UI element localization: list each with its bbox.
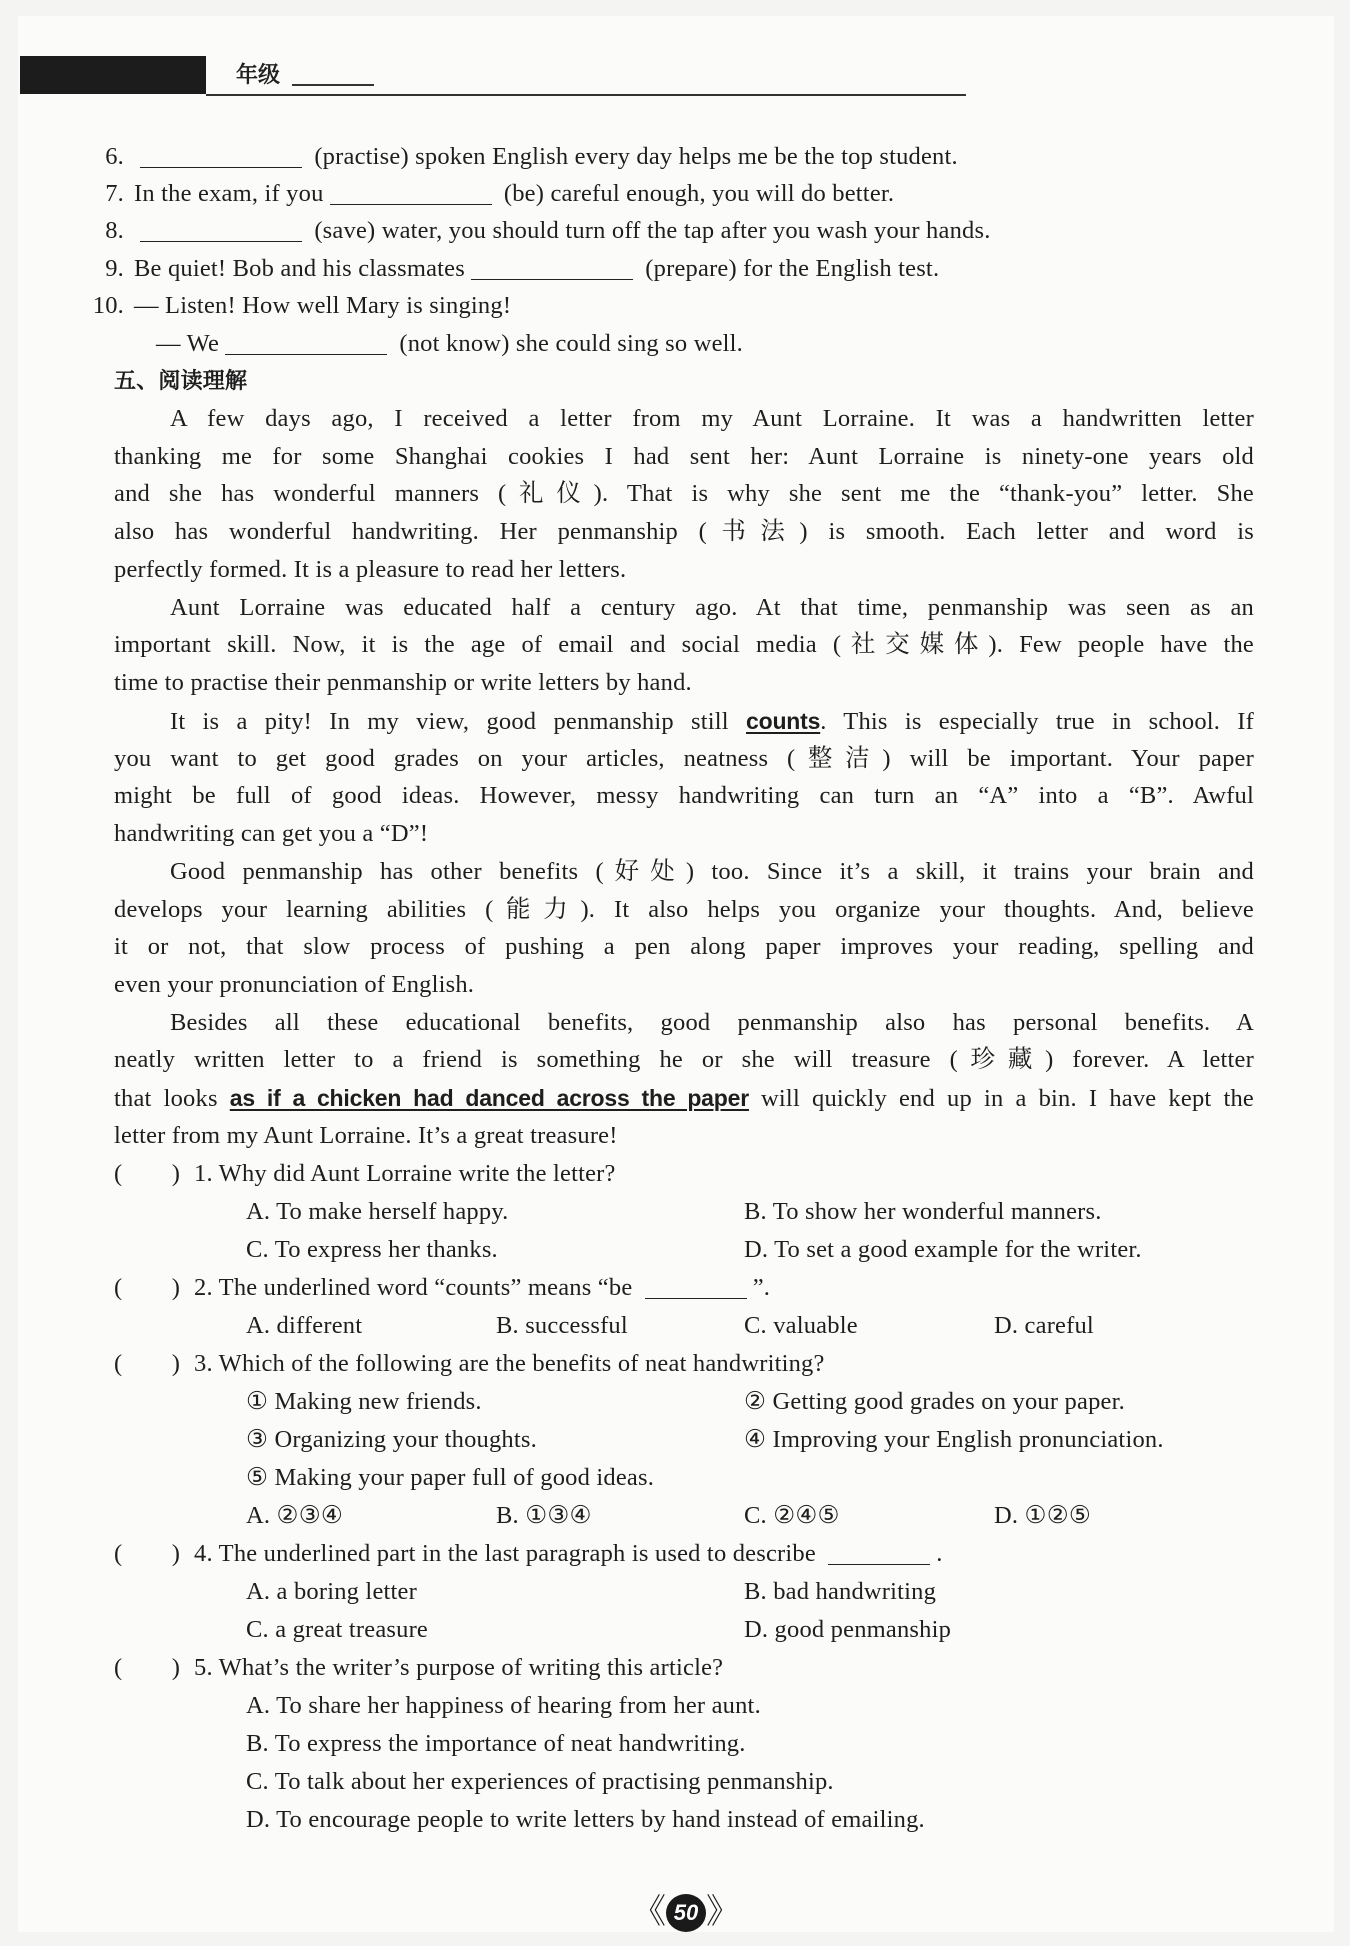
option[interactable]: C. a great treasure (246, 1616, 429, 1643)
question-3: ( ) 3. Which of the following are the benefits of neat handwriting? (114, 1350, 825, 1377)
question-2: ( ) 2. The underlined word “counts” means “be ”. (114, 1274, 771, 1301)
fill-in-item-10: 10. — Listen! How well Mary is singing! (92, 292, 512, 319)
option[interactable]: A. To share her happiness of hearing from her aunt. (246, 1692, 761, 1719)
option[interactable]: B. To show her wonderful manners. (744, 1198, 1102, 1225)
answer-blank[interactable] (225, 330, 387, 355)
section-title: 五、阅读理解 (114, 369, 248, 394)
passage-line: handwriting can get you a “D”! (114, 820, 429, 847)
answer-blank[interactable] (471, 255, 633, 280)
passage-line: time to practise their penmanship or write letters by hand. (114, 669, 692, 696)
question-1: ( ) 1. Why did Aunt Lorraine write the letter? (114, 1160, 616, 1187)
passage-line-phrase: that looks as if a chicken had danced across the paper will quickly end up in a bin. I have kept the (114, 1085, 1254, 1112)
option[interactable]: C. To express her thanks. (246, 1236, 498, 1263)
header-black-bar (20, 56, 206, 94)
passage-line-counts: It is a pity! In my view, good penmanship still counts. This is especially true in school. If (170, 708, 1255, 735)
answer-blank[interactable] (330, 180, 492, 205)
header-rule (206, 94, 966, 96)
option[interactable]: B. To express the importance of neat handwriting. (246, 1730, 746, 1757)
option[interactable]: B. ①③④ (496, 1502, 592, 1529)
answer-paren[interactable]: ( ) (114, 1274, 181, 1301)
passage-line: it or not, that slow process of pushing a pen along paper improves your reading, spelling and (114, 933, 1254, 960)
grade-blank[interactable] (292, 84, 374, 86)
statement-item: ⑤ Making your paper full of good ideas. (246, 1464, 655, 1491)
answer-blank[interactable] (645, 1274, 747, 1299)
question-4: ( ) 4. The underlined part in the last paragraph is used to describe . (114, 1540, 943, 1567)
option[interactable]: D. To set a good example for the writer. (744, 1236, 1142, 1263)
fill-in-item-6: 6. (practise) spoken English every day helps me be the top student. (105, 143, 958, 170)
fill-in-item-9: 9. Be quiet! Bob and his classmates (prepare) for the English test. (105, 255, 940, 282)
passage-line: perfectly formed. It is a pleasure to read her letters. (114, 556, 627, 583)
answer-paren[interactable]: ( ) (114, 1654, 181, 1681)
option[interactable]: A. different (246, 1312, 363, 1339)
option[interactable]: A. To make herself happy. (246, 1198, 509, 1225)
answer-blank[interactable] (828, 1540, 930, 1565)
underlined-word-counts: counts (746, 708, 821, 734)
option[interactable]: D. To encourage people to write letters by hand instead of emailing. (246, 1806, 925, 1833)
passage-line: Besides all these educational benefits, good penmanship also has personal benefits. A (170, 1009, 1254, 1036)
page-number: 50 (666, 1894, 706, 1932)
option[interactable]: D. good penmanship (744, 1616, 952, 1643)
underlined-phrase: as if a chicken had danced across the paper (229, 1085, 749, 1111)
answer-blank[interactable] (140, 143, 302, 168)
passage-line: Good penmanship has other benefits (好处) too. Since it’s a skill, it trains your brain and (170, 858, 1254, 885)
passage-line: Aunt Lorraine was educated half a century ago. At that time, penmanship was seen as an (170, 594, 1254, 621)
option[interactable]: C. ②④⑤ (744, 1502, 840, 1529)
passage-line: letter from my Aunt Lorraine. It’s a great treasure! (114, 1122, 618, 1149)
statement-item: ④ Improving your English pronunciation. (744, 1426, 1164, 1453)
passage-line: A few days ago, I received a letter from my Aunt Lorraine. It was a handwritten letter (170, 405, 1254, 432)
option[interactable]: D. ①②⑤ (994, 1502, 1092, 1529)
passage-line: you want to get good grades on your articles, neatness (整洁) will be important. Your paper (114, 745, 1254, 772)
passage-line: neatly written letter to a friend is something he or she will treasure (珍藏) forever. A letter (114, 1046, 1254, 1073)
option[interactable]: A. ②③④ (246, 1502, 344, 1529)
answer-paren[interactable]: ( ) (114, 1160, 181, 1187)
right-chevron-ornament: 》 (706, 1892, 740, 1932)
passage-line: even your pronunciation of English. (114, 971, 475, 998)
page-footer (632, 1890, 740, 1936)
statement-item: ③ Organizing your thoughts. (246, 1426, 537, 1453)
option[interactable]: C. To talk about her experiences of practising penmanship. (246, 1768, 834, 1795)
question-5: ( ) 5. What’s the writer’s purpose of writing this article? (114, 1654, 724, 1681)
option[interactable]: A. a boring letter (246, 1578, 417, 1605)
grade-label: 年级 (236, 63, 281, 88)
passage-line: important skill. Now, it is the age of email and social media (社交媒体). Few people have the (114, 631, 1254, 658)
passage-line: develops your learning abilities (能力). It also helps you organize your thoughts. And, believe (114, 896, 1254, 923)
fill-in-item-7: 7. In the exam, if you (be) careful enough, you will do better. (105, 180, 895, 207)
passage-line: might be full of good ideas. However, messy handwriting can turn an “A” into a “B”. Awful (114, 782, 1254, 809)
fill-in-item-8: 8. (save) water, you should turn off the tap after you wash your hands. (105, 217, 991, 244)
passage-line: thanking me for some Shanghai cookies I had sent her: Aunt Lorraine is ninety-one years old (114, 443, 1254, 470)
passage-line: also has wonderful handwriting. Her penmanship (书法) is smooth. Each letter and word is (114, 518, 1254, 545)
option[interactable]: B. successful (496, 1312, 628, 1339)
answer-paren[interactable]: ( ) (114, 1540, 181, 1567)
option[interactable]: C. valuable (744, 1312, 858, 1339)
option[interactable]: D. careful (994, 1312, 1094, 1339)
option[interactable]: B. bad handwriting (744, 1578, 937, 1605)
answer-blank[interactable] (140, 217, 302, 242)
left-chevron-ornament: 《 (632, 1892, 666, 1932)
passage-line: and she has wonderful manners (礼仪). That is why she sent me the “thank-you” letter. She (114, 480, 1254, 507)
statement-item: ② Getting good grades on your paper. (744, 1388, 1125, 1415)
statement-item: ① Making new friends. (246, 1388, 482, 1415)
answer-paren[interactable]: ( ) (114, 1350, 181, 1377)
fill-in-item-10-reply: — We (not know) she could sing so well. (156, 330, 743, 357)
